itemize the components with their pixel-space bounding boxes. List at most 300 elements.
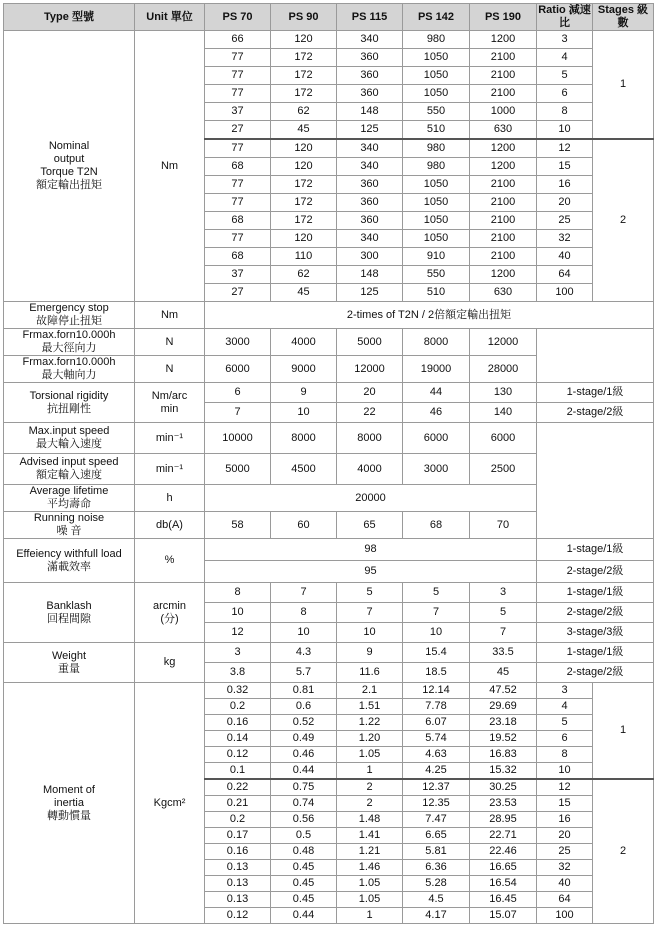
value-cell: 10000 bbox=[205, 423, 271, 454]
value-cell: 172 bbox=[271, 176, 337, 194]
value-cell: 0.6 bbox=[271, 699, 337, 715]
value-cell: 33.5 bbox=[470, 643, 537, 663]
blank-cell bbox=[537, 423, 654, 539]
value-cell: 2 bbox=[337, 779, 403, 796]
value-cell: 28.95 bbox=[470, 812, 537, 828]
ratio-cell: 5 bbox=[537, 715, 593, 731]
value-cell: 9000 bbox=[271, 356, 337, 383]
value-cell: 37 bbox=[205, 266, 271, 284]
value-cell: 77 bbox=[205, 67, 271, 85]
value-cell: 16.83 bbox=[470, 747, 537, 763]
value-cell: 77 bbox=[205, 230, 271, 248]
ratio-cell: 3 bbox=[537, 683, 593, 699]
value-cell: 130 bbox=[470, 383, 537, 403]
value-cell: 60 bbox=[271, 512, 337, 539]
value-cell: 77 bbox=[205, 85, 271, 103]
ratio-cell: 12 bbox=[537, 779, 593, 796]
ratio-cell: 8 bbox=[537, 103, 593, 121]
stage-label: 3-stage/3級 bbox=[537, 623, 654, 643]
value-cell: 1.20 bbox=[337, 731, 403, 747]
weight-unit: kg bbox=[135, 643, 205, 683]
value-cell: 910 bbox=[403, 248, 470, 266]
table-row bbox=[4, 683, 654, 699]
ratio-cell: 20 bbox=[537, 828, 593, 844]
blank-cell bbox=[537, 329, 654, 383]
inertia-label: Moment of inertia 轉動慣量 bbox=[4, 683, 135, 924]
ratio-cell: 10 bbox=[537, 763, 593, 780]
value-cell: 172 bbox=[271, 85, 337, 103]
value-cell: 0.2 bbox=[205, 699, 271, 715]
value-cell: 172 bbox=[271, 212, 337, 230]
emergency-label: Emergency stop 故障停止扭矩 bbox=[4, 302, 135, 329]
value-cell: 510 bbox=[403, 121, 470, 140]
value-cell: 0.1 bbox=[205, 763, 271, 780]
value-cell: 19.52 bbox=[470, 731, 537, 747]
ratio-cell: 25 bbox=[537, 844, 593, 860]
value-cell: 10 bbox=[205, 603, 271, 623]
value-cell: 46 bbox=[403, 403, 470, 423]
value-cell: 0.21 bbox=[205, 796, 271, 812]
value-cell: 22.46 bbox=[470, 844, 537, 860]
value-cell: 172 bbox=[271, 49, 337, 67]
value-cell: 3000 bbox=[205, 329, 271, 356]
value-cell: 6000 bbox=[205, 356, 271, 383]
ratio-cell: 32 bbox=[537, 860, 593, 876]
value-cell: 340 bbox=[337, 31, 403, 49]
torsional-unit: Nm/arc min bbox=[135, 383, 205, 423]
value-cell: 0.45 bbox=[271, 892, 337, 908]
value-cell: 68 bbox=[205, 248, 271, 266]
ratio-cell: 4 bbox=[537, 699, 593, 715]
stage-label: 2-stage/2級 bbox=[537, 403, 654, 423]
value-cell: 5.74 bbox=[403, 731, 470, 747]
stage-label: 1-stage/1級 bbox=[537, 583, 654, 603]
table-row bbox=[4, 31, 654, 49]
value-cell: 1.21 bbox=[337, 844, 403, 860]
value-cell: 0.32 bbox=[205, 683, 271, 699]
value-cell: 5000 bbox=[205, 454, 271, 485]
table-row bbox=[4, 583, 654, 603]
value-cell: 7.47 bbox=[403, 812, 470, 828]
value-cell: 4500 bbox=[271, 454, 337, 485]
value-cell: 0.16 bbox=[205, 715, 271, 731]
backlash-label: Banklash 回程間隙 bbox=[4, 583, 135, 643]
stage-label: 1-stage/1級 bbox=[537, 383, 654, 403]
emergency-value: 2-times of T2N / 2倍額定輸出扭矩 bbox=[205, 302, 654, 329]
ratio-cell: 25 bbox=[537, 212, 593, 230]
lifetime-unit: h bbox=[135, 485, 205, 512]
value-cell: 68 bbox=[403, 512, 470, 539]
max-input-label: Max.input speed 最大輸入速度 bbox=[4, 423, 135, 454]
axial-label: Frmax.forn10.000h 最大軸向力 bbox=[4, 356, 135, 383]
value-cell: 360 bbox=[337, 212, 403, 230]
header-ratio: Ratio 減速比 bbox=[538, 4, 591, 29]
value-cell: 3 bbox=[470, 583, 537, 603]
value-cell: 2100 bbox=[470, 85, 537, 103]
value-cell: 1.05 bbox=[337, 747, 403, 763]
value-cell: 27 bbox=[205, 121, 271, 140]
header-type: Type 型號 bbox=[4, 4, 135, 31]
value-cell: 4.3 bbox=[271, 643, 337, 663]
value-cell: 7 bbox=[470, 623, 537, 643]
value-cell: 4000 bbox=[337, 454, 403, 485]
value-cell: 62 bbox=[271, 103, 337, 121]
value-cell: 19000 bbox=[403, 356, 470, 383]
value-cell: 8000 bbox=[337, 423, 403, 454]
value-cell: 8 bbox=[205, 583, 271, 603]
efficiency-value: 95 bbox=[205, 561, 537, 583]
value-cell: 6.36 bbox=[403, 860, 470, 876]
ratio-cell: 3 bbox=[537, 31, 593, 49]
value-cell: 11.6 bbox=[337, 663, 403, 683]
value-cell: 6.07 bbox=[403, 715, 470, 731]
axial-unit: N bbox=[135, 356, 205, 383]
value-cell: 0.45 bbox=[271, 860, 337, 876]
ratio-cell: 12 bbox=[537, 139, 593, 158]
ratio-cell: 15 bbox=[537, 796, 593, 812]
spec-table bbox=[3, 3, 654, 924]
header-stages: Stages 級數 bbox=[593, 4, 654, 31]
value-cell: 360 bbox=[337, 85, 403, 103]
value-cell: 125 bbox=[337, 121, 403, 140]
value-cell: 45 bbox=[470, 663, 537, 683]
value-cell: 1000 bbox=[470, 103, 537, 121]
value-cell: 45 bbox=[271, 121, 337, 140]
value-cell: 0.48 bbox=[271, 844, 337, 860]
value-cell: 6 bbox=[205, 383, 271, 403]
value-cell: 2100 bbox=[470, 176, 537, 194]
value-cell: 70 bbox=[470, 512, 537, 539]
value-cell: 0.49 bbox=[271, 731, 337, 747]
ratio-cell: 64 bbox=[537, 266, 593, 284]
value-cell: 360 bbox=[337, 67, 403, 85]
inertia-unit: Kgcm² bbox=[135, 683, 205, 924]
value-cell: 172 bbox=[271, 67, 337, 85]
value-cell: 7 bbox=[337, 603, 403, 623]
value-cell: 30.25 bbox=[470, 779, 537, 796]
value-cell: 5 bbox=[337, 583, 403, 603]
stage-label: 2-stage/2級 bbox=[537, 561, 654, 583]
table-row bbox=[4, 329, 654, 356]
value-cell: 12000 bbox=[470, 329, 537, 356]
header-ps190: PS 190 bbox=[470, 4, 537, 31]
value-cell: 0.81 bbox=[271, 683, 337, 699]
value-cell: 630 bbox=[470, 121, 537, 140]
value-cell: 1050 bbox=[403, 85, 470, 103]
value-cell: 66 bbox=[205, 31, 271, 49]
value-cell: 2500 bbox=[470, 454, 537, 485]
ratio-cell: 40 bbox=[537, 248, 593, 266]
value-cell: 5.7 bbox=[271, 663, 337, 683]
value-cell: 360 bbox=[337, 194, 403, 212]
value-cell: 120 bbox=[271, 158, 337, 176]
ratio-cell: 32 bbox=[537, 230, 593, 248]
value-cell: 1200 bbox=[470, 158, 537, 176]
value-cell: 1050 bbox=[403, 49, 470, 67]
inertia-stage-2: 2 bbox=[593, 779, 654, 924]
value-cell: 1.51 bbox=[337, 699, 403, 715]
value-cell: 68 bbox=[205, 212, 271, 230]
value-cell: 29.69 bbox=[470, 699, 537, 715]
table-row bbox=[4, 383, 654, 403]
value-cell: 23.18 bbox=[470, 715, 537, 731]
value-cell: 980 bbox=[403, 158, 470, 176]
value-cell: 1050 bbox=[403, 67, 470, 85]
value-cell: 47.52 bbox=[470, 683, 537, 699]
value-cell: 0.45 bbox=[271, 876, 337, 892]
value-cell: 8000 bbox=[403, 329, 470, 356]
value-cell: 340 bbox=[337, 230, 403, 248]
value-cell: 1.46 bbox=[337, 860, 403, 876]
value-cell: 15.32 bbox=[470, 763, 537, 780]
value-cell: 16.54 bbox=[470, 876, 537, 892]
value-cell: 1050 bbox=[403, 194, 470, 212]
ratio-cell: 15 bbox=[537, 158, 593, 176]
radial-unit: N bbox=[135, 329, 205, 356]
value-cell: 62 bbox=[271, 266, 337, 284]
value-cell: 5.28 bbox=[403, 876, 470, 892]
value-cell: 360 bbox=[337, 176, 403, 194]
header-ps142: PS 142 bbox=[403, 4, 470, 31]
value-cell: 1 bbox=[337, 763, 403, 780]
efficiency-label: Effeiency withfull load 滿載效率 bbox=[4, 539, 135, 583]
value-cell: 0.12 bbox=[205, 747, 271, 763]
value-cell: 0.44 bbox=[271, 763, 337, 780]
value-cell: 2100 bbox=[470, 49, 537, 67]
value-cell: 1200 bbox=[470, 139, 537, 158]
value-cell: 16.65 bbox=[470, 860, 537, 876]
value-cell: 23.53 bbox=[470, 796, 537, 812]
lifetime-label: Average lifetime 平均壽命 bbox=[4, 485, 135, 512]
value-cell: 0.5 bbox=[271, 828, 337, 844]
radial-label: Frmax.forn10.000h 最大徑向力 bbox=[4, 329, 135, 356]
value-cell: 0.14 bbox=[205, 731, 271, 747]
value-cell: 1.22 bbox=[337, 715, 403, 731]
value-cell: 0.13 bbox=[205, 860, 271, 876]
torque-stage-1: 1 bbox=[593, 31, 654, 140]
value-cell: 4.5 bbox=[403, 892, 470, 908]
value-cell: 10 bbox=[403, 623, 470, 643]
value-cell: 15.07 bbox=[470, 908, 537, 924]
emergency-unit: Nm bbox=[135, 302, 205, 329]
value-cell: 2100 bbox=[470, 230, 537, 248]
value-cell: 148 bbox=[337, 103, 403, 121]
ratio-cell: 64 bbox=[537, 892, 593, 908]
value-cell: 8000 bbox=[271, 423, 337, 454]
value-cell: 1.41 bbox=[337, 828, 403, 844]
torsional-label: Torsional rigidity 抗扭剛性 bbox=[4, 383, 135, 423]
value-cell: 2100 bbox=[470, 194, 537, 212]
value-cell: 4000 bbox=[271, 329, 337, 356]
stage-label: 1-stage/1級 bbox=[537, 643, 654, 663]
ratio-cell: 100 bbox=[537, 284, 593, 302]
stage-label: 1-stage/1級 bbox=[537, 539, 654, 561]
value-cell: 4.25 bbox=[403, 763, 470, 780]
value-cell: 1050 bbox=[403, 212, 470, 230]
value-cell: 550 bbox=[403, 266, 470, 284]
value-cell: 58 bbox=[205, 512, 271, 539]
efficiency-unit: % bbox=[135, 539, 205, 583]
value-cell: 12 bbox=[205, 623, 271, 643]
value-cell: 0.52 bbox=[271, 715, 337, 731]
value-cell: 0.12 bbox=[205, 908, 271, 924]
value-cell: 8 bbox=[271, 603, 337, 623]
value-cell: 77 bbox=[205, 49, 271, 67]
value-cell: 0.22 bbox=[205, 779, 271, 796]
value-cell: 1200 bbox=[470, 266, 537, 284]
value-cell: 2100 bbox=[470, 212, 537, 230]
value-cell: 3.8 bbox=[205, 663, 271, 683]
torque-unit: Nm bbox=[135, 31, 205, 302]
value-cell: 2.1 bbox=[337, 683, 403, 699]
weight-label: Weight 重量 bbox=[4, 643, 135, 683]
value-cell: 18.5 bbox=[403, 663, 470, 683]
value-cell: 5 bbox=[403, 583, 470, 603]
value-cell: 6000 bbox=[403, 423, 470, 454]
ratio-cell: 20 bbox=[537, 194, 593, 212]
value-cell: 9 bbox=[337, 643, 403, 663]
value-cell: 12.37 bbox=[403, 779, 470, 796]
value-cell: 10 bbox=[337, 623, 403, 643]
efficiency-value: 98 bbox=[205, 539, 537, 561]
value-cell: 1.05 bbox=[337, 892, 403, 908]
ratio-cell: 10 bbox=[537, 121, 593, 140]
value-cell: 28000 bbox=[470, 356, 537, 383]
value-cell: 12000 bbox=[337, 356, 403, 383]
value-cell: 15.4 bbox=[403, 643, 470, 663]
value-cell: 630 bbox=[470, 284, 537, 302]
value-cell: 125 bbox=[337, 284, 403, 302]
table-row bbox=[4, 423, 654, 454]
value-cell: 172 bbox=[271, 194, 337, 212]
ratio-cell: 6 bbox=[537, 731, 593, 747]
value-cell: 12.14 bbox=[403, 683, 470, 699]
adv-input-label: Advised input speed 額定輸入速度 bbox=[4, 454, 135, 485]
stage-label: 2-stage/2級 bbox=[537, 663, 654, 683]
value-cell: 5 bbox=[470, 603, 537, 623]
value-cell: 0.2 bbox=[205, 812, 271, 828]
value-cell: 510 bbox=[403, 284, 470, 302]
value-cell: 5.81 bbox=[403, 844, 470, 860]
value-cell: 0.74 bbox=[271, 796, 337, 812]
value-cell: 0.13 bbox=[205, 876, 271, 892]
max-input-unit: min⁻¹ bbox=[135, 423, 205, 454]
value-cell: 980 bbox=[403, 139, 470, 158]
torque-stage-2: 2 bbox=[593, 139, 654, 302]
ratio-cell: 16 bbox=[537, 176, 593, 194]
value-cell: 4.17 bbox=[403, 908, 470, 924]
table-row bbox=[4, 539, 654, 561]
value-cell: 77 bbox=[205, 194, 271, 212]
value-cell: 0.46 bbox=[271, 747, 337, 763]
ratio-cell: 100 bbox=[537, 908, 593, 924]
value-cell: 120 bbox=[271, 230, 337, 248]
value-cell: 140 bbox=[470, 403, 537, 423]
value-cell: 0.44 bbox=[271, 908, 337, 924]
ratio-cell: 40 bbox=[537, 876, 593, 892]
value-cell: 1050 bbox=[403, 230, 470, 248]
value-cell: 7.78 bbox=[403, 699, 470, 715]
value-cell: 0.16 bbox=[205, 844, 271, 860]
header-ps70: PS 70 bbox=[205, 4, 271, 31]
stage-label: 2-stage/2級 bbox=[537, 603, 654, 623]
value-cell: 6000 bbox=[470, 423, 537, 454]
value-cell: 10 bbox=[271, 623, 337, 643]
value-cell: 4.63 bbox=[403, 747, 470, 763]
lifetime-value: 20000 bbox=[205, 485, 537, 512]
value-cell: 980 bbox=[403, 31, 470, 49]
value-cell: 22 bbox=[337, 403, 403, 423]
ratio-cell: 5 bbox=[537, 67, 593, 85]
value-cell: 0.13 bbox=[205, 892, 271, 908]
value-cell: 550 bbox=[403, 103, 470, 121]
value-cell: 9 bbox=[271, 383, 337, 403]
adv-input-unit: min⁻¹ bbox=[135, 454, 205, 485]
value-cell: 1.05 bbox=[337, 876, 403, 892]
value-cell: 45 bbox=[271, 284, 337, 302]
value-cell: 120 bbox=[271, 139, 337, 158]
value-cell: 27 bbox=[205, 284, 271, 302]
value-cell: 7 bbox=[403, 603, 470, 623]
value-cell: 0.75 bbox=[271, 779, 337, 796]
value-cell: 7 bbox=[205, 403, 271, 423]
value-cell: 3 bbox=[205, 643, 271, 663]
value-cell: 22.71 bbox=[470, 828, 537, 844]
header-unit: Unit 單位 bbox=[135, 4, 205, 31]
value-cell: 148 bbox=[337, 266, 403, 284]
noise-unit: db(A) bbox=[135, 512, 205, 539]
value-cell: 12.35 bbox=[403, 796, 470, 812]
value-cell: 5000 bbox=[337, 329, 403, 356]
ratio-cell: 16 bbox=[537, 812, 593, 828]
value-cell: 77 bbox=[205, 176, 271, 194]
value-cell: 1050 bbox=[403, 176, 470, 194]
value-cell: 10 bbox=[271, 403, 337, 423]
value-cell: 110 bbox=[271, 248, 337, 266]
value-cell: 0.56 bbox=[271, 812, 337, 828]
value-cell: 2 bbox=[337, 796, 403, 812]
value-cell: 120 bbox=[271, 31, 337, 49]
header-ps115: PS 115 bbox=[337, 4, 403, 31]
table-row bbox=[4, 302, 654, 329]
value-cell: 37 bbox=[205, 103, 271, 121]
table-row bbox=[4, 643, 654, 663]
value-cell: 3000 bbox=[403, 454, 470, 485]
value-cell: 16.45 bbox=[470, 892, 537, 908]
value-cell: 340 bbox=[337, 139, 403, 158]
torque-label: Nominal output Torque T2N 額定輸出扭矩 bbox=[4, 31, 135, 302]
value-cell: 1200 bbox=[470, 31, 537, 49]
header-ps90: PS 90 bbox=[271, 4, 337, 31]
ratio-cell: 8 bbox=[537, 747, 593, 763]
value-cell: 340 bbox=[337, 158, 403, 176]
noise-label: Running noise 噪 音 bbox=[4, 512, 135, 539]
ratio-cell: 4 bbox=[537, 49, 593, 67]
value-cell: 2100 bbox=[470, 67, 537, 85]
value-cell: 300 bbox=[337, 248, 403, 266]
value-cell: 6.65 bbox=[403, 828, 470, 844]
value-cell: 68 bbox=[205, 158, 271, 176]
backlash-unit: arcmin (分) bbox=[135, 583, 205, 643]
value-cell: 0.17 bbox=[205, 828, 271, 844]
value-cell: 360 bbox=[337, 49, 403, 67]
value-cell: 20 bbox=[337, 383, 403, 403]
value-cell: 7 bbox=[271, 583, 337, 603]
value-cell: 1.48 bbox=[337, 812, 403, 828]
value-cell: 1 bbox=[337, 908, 403, 924]
ratio-cell: 6 bbox=[537, 85, 593, 103]
value-cell: 77 bbox=[205, 139, 271, 158]
